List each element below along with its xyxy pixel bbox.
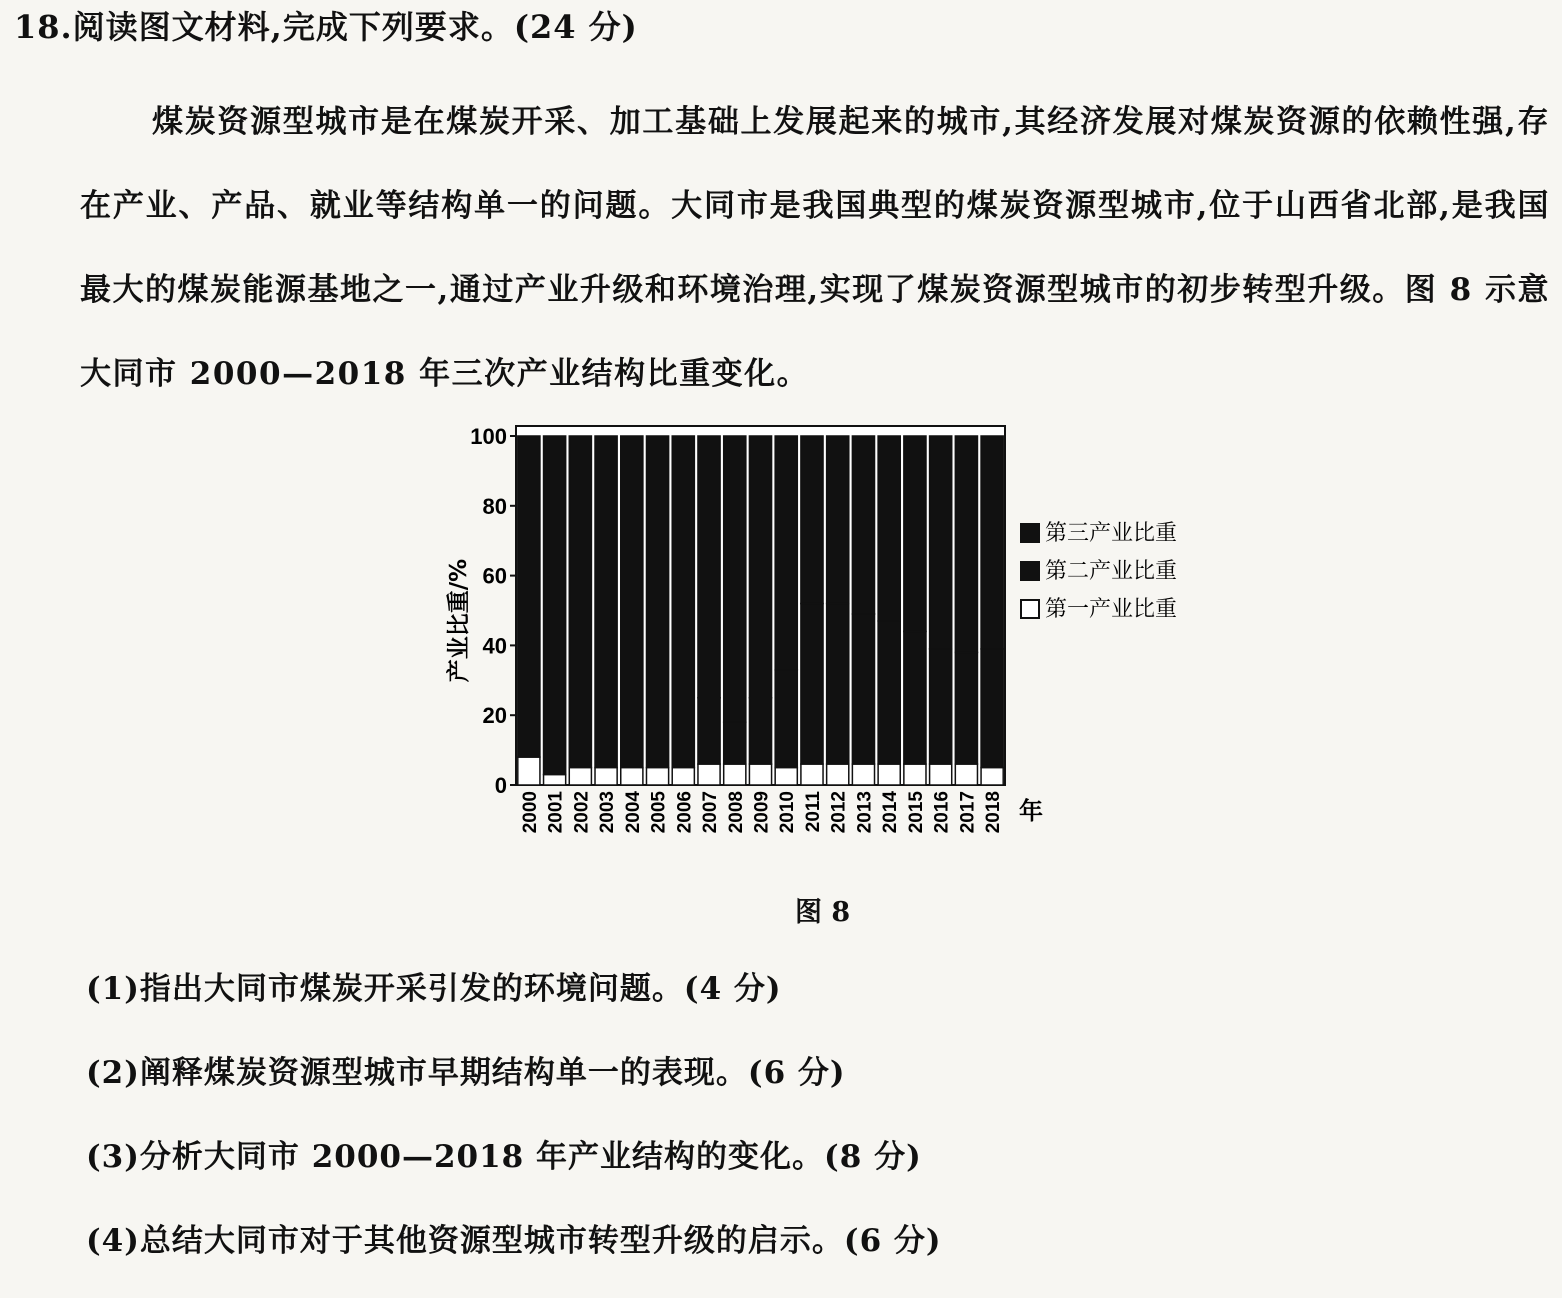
x-tick-label: 2007	[700, 791, 722, 834]
bar-segment-secondary	[930, 649, 952, 764]
legend-label: 第三产业比重	[1045, 521, 1178, 546]
legend-label: 第二产业比重	[1045, 559, 1178, 584]
y-tick-label: 40	[482, 633, 507, 659]
x-tick-label: 2017	[957, 791, 979, 834]
bar-segment-tertiary	[518, 436, 540, 757]
x-tick-label: 2008	[725, 791, 747, 834]
bar-segment-primary	[518, 757, 540, 785]
x-tick-label: 2004	[622, 791, 644, 834]
bar-segment-primary	[852, 764, 874, 785]
x-tick-label: 2003	[597, 791, 619, 834]
bar-segment-tertiary	[569, 436, 591, 768]
x-tick-label: 2018	[983, 791, 1005, 834]
x-axis-label: 年	[1019, 797, 1043, 825]
legend-label: 第一产业比重	[1045, 597, 1178, 622]
bar-segment-primary	[569, 768, 591, 785]
bar-segment-primary	[621, 768, 643, 785]
sub-question-1: (1)指出大同市煤炭开采引发的环境问题。(4 分)	[86, 971, 782, 1007]
bar-segment-primary	[955, 764, 977, 785]
bar-segment-primary	[981, 768, 1003, 785]
x-tick-label: 2011	[802, 791, 824, 833]
figure-caption: 图 8	[795, 897, 851, 928]
sub-question-4: (4)总结大同市对于其他资源型城市转型升级的启示。(6 分)	[86, 1223, 942, 1259]
bar-segment-primary	[801, 764, 823, 785]
bar-segment-tertiary	[878, 436, 900, 621]
x-tick-label: 2006	[674, 791, 696, 834]
bar-segment-secondary	[852, 614, 874, 764]
bar-segment-tertiary	[827, 436, 849, 604]
legend-swatch	[1021, 600, 1039, 618]
bar-segment-primary	[930, 764, 952, 785]
question-header: 18.阅读图文材料,完成下列要求。(24 分)	[14, 8, 638, 46]
bar-segment-tertiary	[724, 436, 746, 722]
x-tick-label: 2014	[880, 791, 902, 834]
y-axis-label: 产业比重/%	[446, 558, 472, 683]
bar-segment-tertiary	[544, 436, 566, 775]
passage-text: 煤炭资源型城市是在煤炭开采、加工基础上发展起来的城市,其经济发展对煤炭资源的依赖性强,存在产业、产品、就业等结构单一的问题。大同市是我国典型的煤炭资源型城市,位于山西省北部,是我国最大的煤炭能源基地之一,通过产业升级和环境治理,实现了煤炭资源型城市的初步转型升级。图 8 示意大同市 2000—2018 年三次产业结构比重变化。	[80, 104, 1550, 392]
bar-segment-tertiary	[749, 436, 771, 698]
bar-segment-primary	[775, 768, 797, 785]
bar-segment-primary	[827, 764, 849, 785]
bar-segment-tertiary	[904, 436, 926, 631]
bar-segment-tertiary	[646, 436, 668, 768]
bar-segment-tertiary	[595, 436, 617, 768]
bar-segment-tertiary	[621, 436, 643, 768]
bar-segment-primary	[724, 764, 746, 785]
x-tick-label: 2013	[854, 791, 876, 834]
bar-segment-secondary	[981, 649, 1003, 768]
sub-question-3: (3)分析大同市 2000—2018 年产业结构的变化。(8 分)	[86, 1139, 922, 1175]
x-tick-label: 2000	[519, 791, 541, 834]
bar-segment-secondary	[801, 604, 823, 765]
bar-segment-secondary	[878, 621, 900, 764]
bar-segment-secondary	[904, 631, 926, 764]
bar-segment-secondary	[698, 698, 720, 764]
bar-segment-secondary	[724, 722, 746, 764]
bar-segment-tertiary	[698, 436, 720, 698]
y-tick-label: 60	[482, 563, 507, 589]
x-tick-label: 2012	[828, 791, 850, 834]
legend-swatch	[1021, 524, 1039, 542]
y-tick-label: 20	[482, 703, 507, 729]
x-tick-label: 2016	[931, 791, 953, 834]
bar-segment-primary	[749, 764, 771, 785]
y-tick-label: 0	[494, 773, 507, 798]
x-tick-label: 2009	[751, 791, 773, 834]
bar-segment-primary	[646, 768, 668, 785]
bar-segment-tertiary	[930, 436, 952, 649]
y-tick-label: 80	[482, 493, 507, 519]
bar-segment-secondary	[775, 670, 797, 768]
legend-swatch	[1021, 562, 1039, 580]
bar-segment-secondary	[749, 698, 771, 764]
bar-segment-primary	[698, 764, 720, 785]
x-tick-label: 2001	[545, 791, 567, 834]
bar-segment-tertiary	[801, 436, 823, 604]
x-tick-label: 2002	[571, 791, 593, 834]
bar-segment-tertiary	[672, 436, 694, 768]
bar-segment-primary	[672, 768, 694, 785]
x-tick-label: 2010	[777, 791, 799, 834]
sub-question-2: (2)阐释煤炭资源型城市早期结构单一的表现。(6 分)	[86, 1055, 846, 1091]
x-tick-label: 2015	[905, 791, 927, 834]
bar-segment-primary	[878, 764, 900, 785]
bar-segment-tertiary	[981, 436, 1003, 649]
bar-segment-tertiary	[955, 436, 977, 652]
bar-segment-secondary	[955, 652, 977, 764]
bar-segment-tertiary	[775, 436, 797, 670]
figure-8	[430, 412, 1230, 862]
bar-segment-secondary	[827, 604, 849, 765]
bar-segment-primary	[544, 775, 566, 785]
industry-structure-chart	[430, 412, 1230, 862]
sub-questions	[86, 962, 942, 1298]
x-tick-label: 2005	[648, 791, 670, 834]
bar-segment-tertiary	[852, 436, 874, 614]
bar-segment-primary	[904, 764, 926, 785]
bar-segment-primary	[595, 768, 617, 785]
y-tick-label: 100	[470, 424, 507, 449]
